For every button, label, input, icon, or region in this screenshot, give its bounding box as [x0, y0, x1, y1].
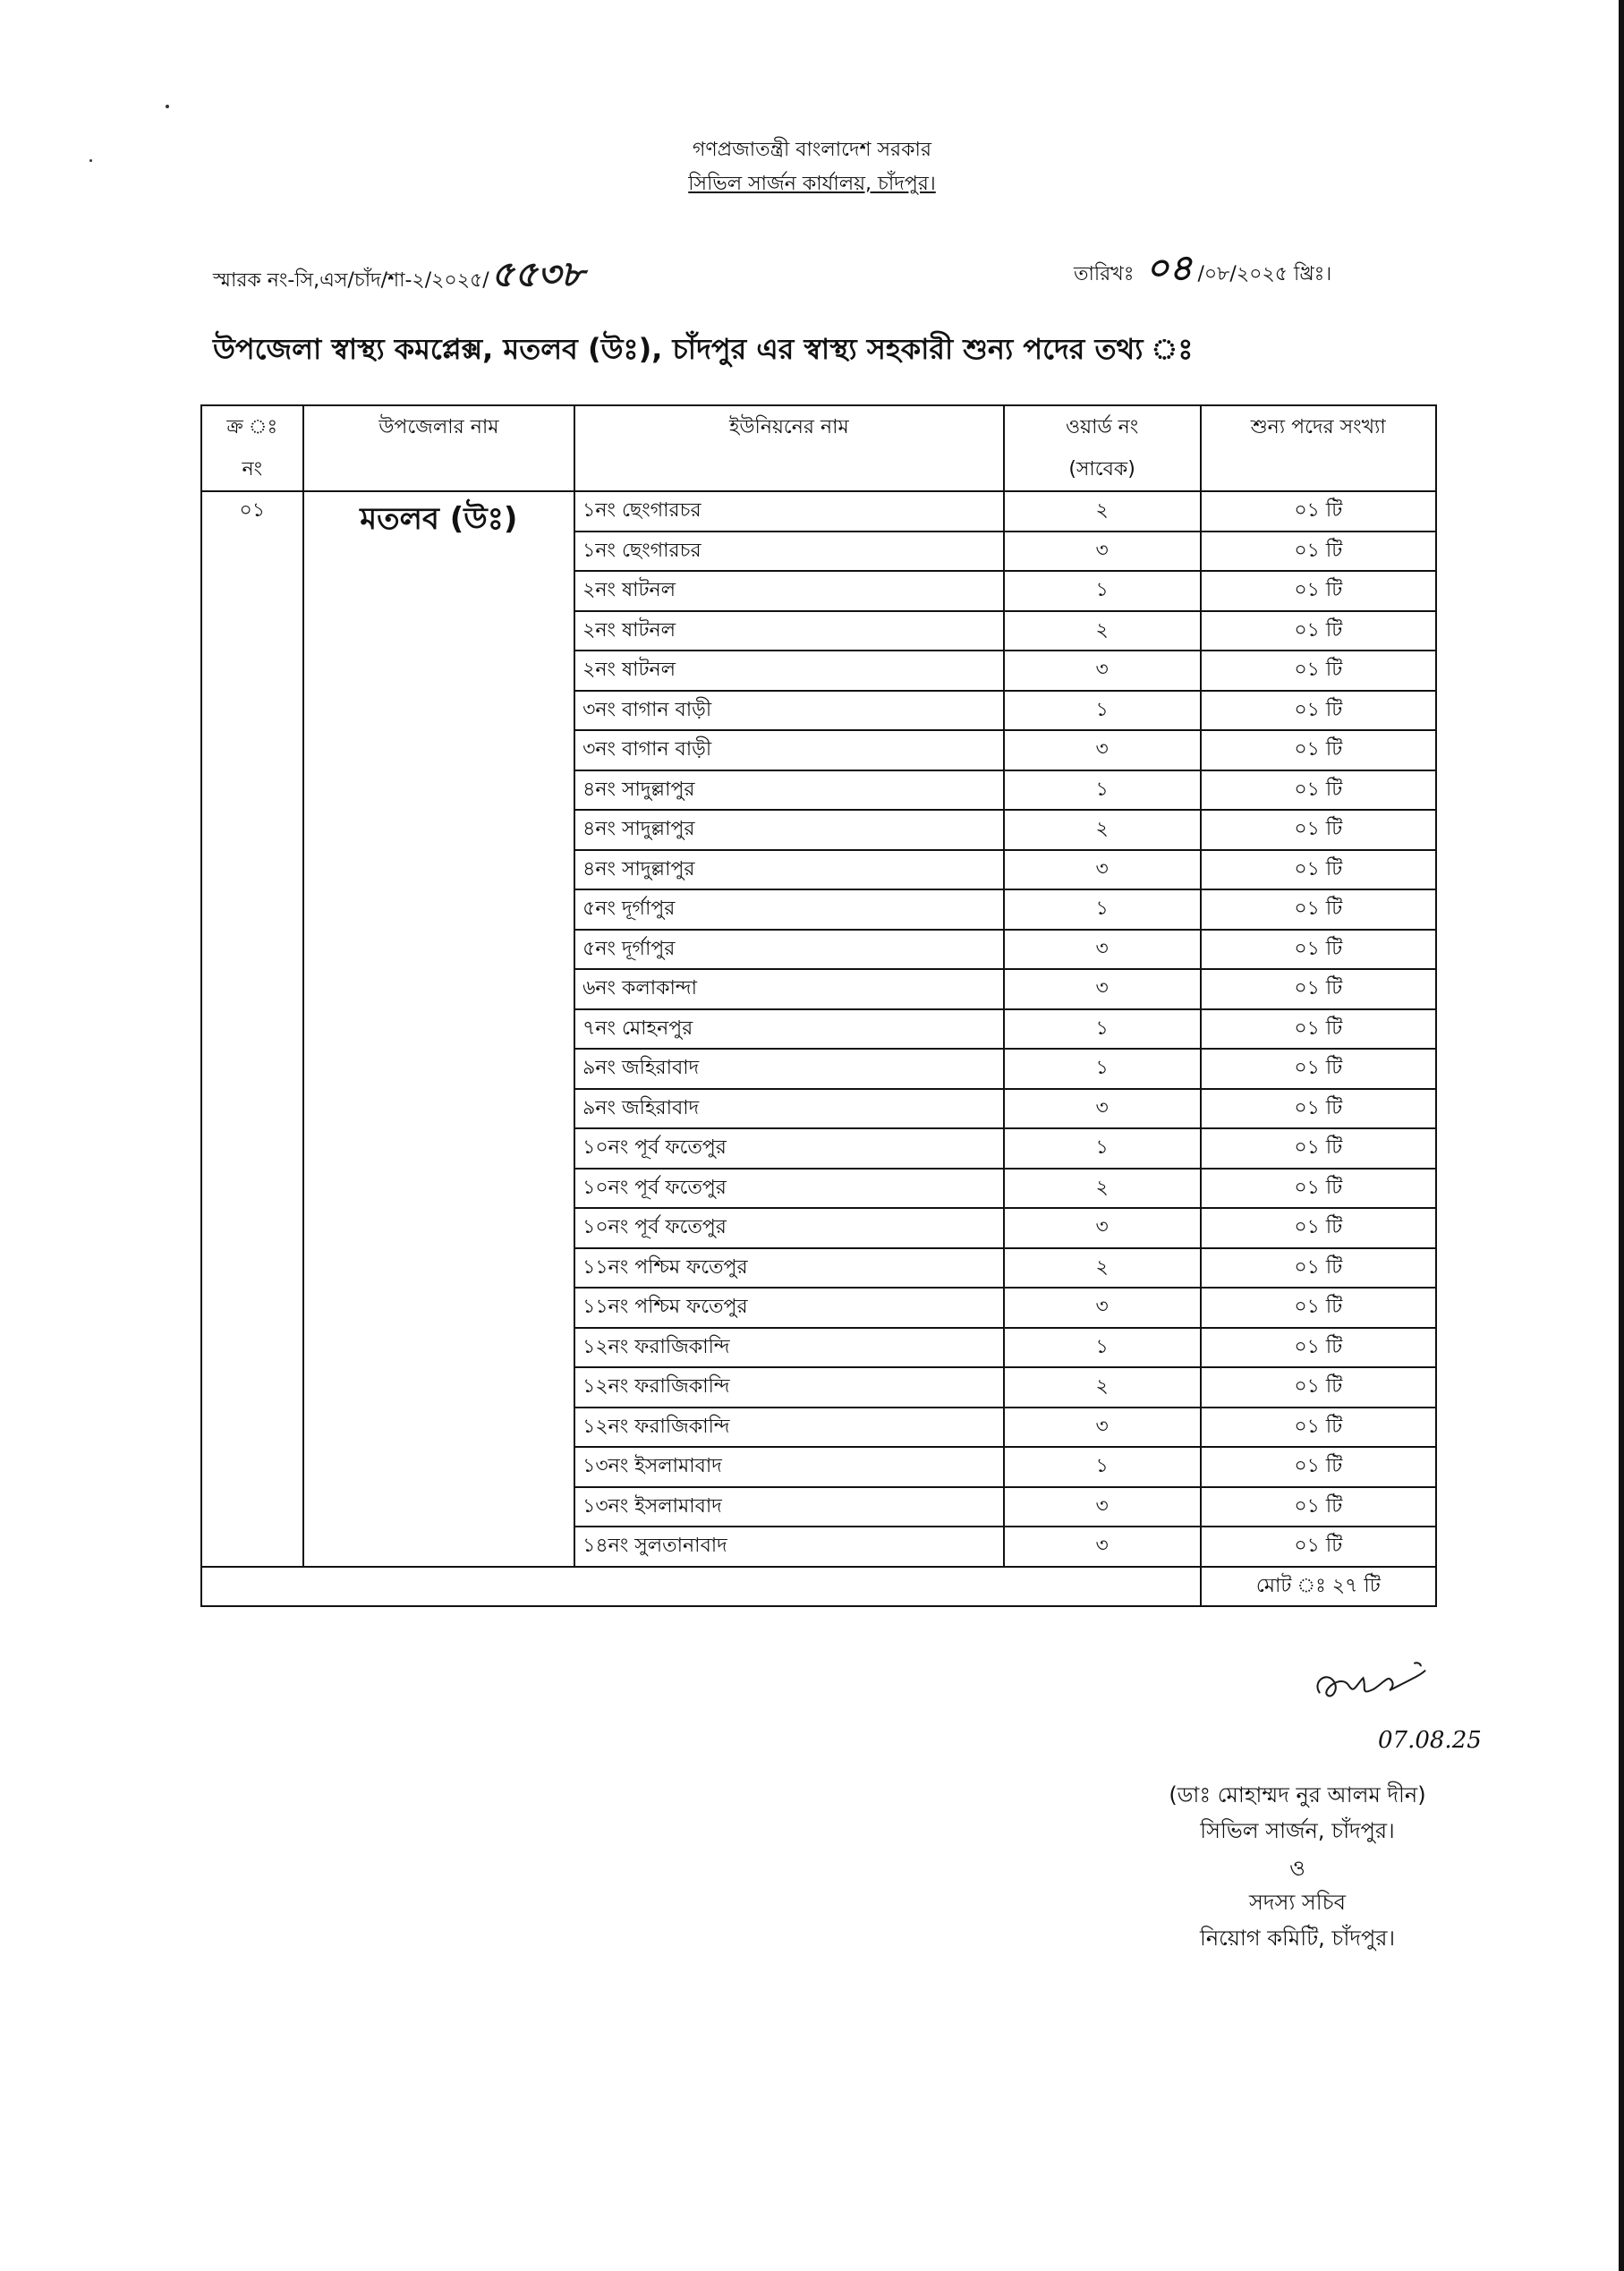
ward-cell: ৩ — [1004, 1408, 1201, 1448]
vacancy-count-cell: ০১ টি — [1201, 1128, 1436, 1169]
union-cell: ৯নং জহিরাবাদ — [574, 1089, 1004, 1129]
signatory-designation: সিভিল সার্জন, চাঁদপুর। — [1200, 1818, 1395, 1843]
vacancy-count-cell: ০১ টি — [1201, 810, 1436, 850]
vacancy-count-cell: ০১ টি — [1201, 1328, 1436, 1368]
vacancy-count-cell: ০১ টি — [1201, 730, 1436, 770]
ward-cell: ১ — [1004, 1009, 1201, 1050]
header-ward-line1: ওয়ার্ড নং — [1065, 416, 1139, 438]
header-serial-line2: নং — [242, 458, 263, 481]
union-cell: ১৩নং ইসলামাবাদ — [574, 1447, 1004, 1487]
vacancy-count-cell: ০১ টি — [1201, 611, 1436, 651]
union-cell: ৩নং বাগান বাড়ী — [574, 691, 1004, 731]
header-serial-line1: ক্র ঃ — [226, 416, 278, 438]
ward-cell: ১ — [1004, 770, 1201, 811]
union-cell: ২নং ষাটনল — [574, 611, 1004, 651]
vacancy-count-cell: ০১ টি — [1201, 1009, 1436, 1050]
total-row — [201, 1567, 1436, 1607]
union-cell: ১নং ছেংগারচর — [574, 532, 1004, 572]
vacancy-count-cell: ০১ টি — [1201, 532, 1436, 572]
union-cell: ১৩নং ইসলামাবাদ — [574, 1487, 1004, 1527]
vacancy-count-cell: ০১ টি — [1201, 1447, 1436, 1487]
union-cell: ৯নং জহিরাবাদ — [574, 1049, 1004, 1089]
union-cell: ১১নং পশ্চিম ফতেপুর — [574, 1248, 1004, 1289]
union-cell: ৪নং সাদুল্লাপুর — [574, 850, 1004, 890]
vacancy-count-cell: ০১ টি — [1201, 1089, 1436, 1129]
ward-cell: ৩ — [1004, 1089, 1201, 1129]
signatory-committee: নিয়োগ কমিটি, চাঁদপুর। — [1199, 1926, 1396, 1951]
vacancy-count-cell: ০১ টি — [1201, 491, 1436, 532]
union-cell: ৬নং কলাকান্দা — [574, 969, 1004, 1009]
ward-cell: ২ — [1004, 611, 1201, 651]
ward-cell: ১ — [1004, 1328, 1201, 1368]
header-vacancy-count: শুন্য পদের সংখ্যা — [1201, 405, 1436, 491]
ward-cell: ২ — [1004, 1367, 1201, 1408]
header-upazila: উপজেলার নাম — [303, 405, 574, 491]
header-ward — [1004, 405, 1201, 491]
header-union: ইউনিয়নের নাম — [574, 405, 1004, 491]
ward-cell: ৩ — [1004, 969, 1201, 1009]
table-header-row — [201, 405, 1436, 491]
upazila-name: মতলব (উঃ) — [360, 501, 518, 537]
vacancy-count-cell: ০১ টি — [1201, 1169, 1436, 1209]
union-cell: ৪নং সাদুল্লাপুর — [574, 810, 1004, 850]
header-office: সিভিল সার্জন কার্যালয়, চাঁদপুর। — [688, 173, 936, 195]
header-serial — [201, 405, 303, 491]
union-cell: ১১নং পশ্চিম ফতেপুর — [574, 1288, 1004, 1328]
vacancy-count-cell: ০১ টি — [1201, 930, 1436, 970]
union-cell: ৩নং বাগান বাড়ী — [574, 730, 1004, 770]
signature-conjunction: ও — [1289, 1856, 1305, 1881]
memo-prefix: স্মারক নং-সি,এস/চাঁদ/শা-২/২০২৫/ — [213, 269, 489, 292]
vacancy-count-cell: ০১ টি — [1201, 889, 1436, 930]
document-date — [1074, 240, 1331, 300]
union-cell: ১০নং পূর্ব ফতেপুর — [574, 1208, 1004, 1248]
vacancy-table — [200, 404, 1437, 1607]
vacancy-count-cell: ০১ টি — [1201, 969, 1436, 1009]
header-government: গণপ্রজাতন্ত্রী বাংলাদেশ সরকার — [692, 139, 932, 161]
ward-cell: ৩ — [1004, 850, 1201, 890]
signature-tick — [1414, 1663, 1420, 1666]
ward-cell: ৩ — [1004, 1288, 1201, 1328]
signatory-role: সদস্য সচিব — [1249, 1890, 1346, 1915]
ward-cell: ১ — [1004, 1128, 1201, 1169]
upazila-cell — [303, 491, 574, 1567]
union-cell: ১২নং ফরাজিকান্দি — [574, 1408, 1004, 1448]
memo-number — [213, 246, 584, 306]
ward-cell: ৩ — [1004, 1208, 1201, 1248]
ward-cell: ৩ — [1004, 1487, 1201, 1527]
total-blank-cell — [201, 1567, 1201, 1607]
union-cell: ১০নং পূর্ব ফতেপুর — [574, 1128, 1004, 1169]
signature-stroke — [1317, 1671, 1424, 1696]
vacancy-count-cell: ০১ টি — [1201, 1248, 1436, 1289]
ward-cell: ১ — [1004, 1447, 1201, 1487]
ward-cell: ৩ — [1004, 730, 1201, 770]
document-subject: উপজেলা স্বাস্থ্য কমপ্লেক্স, মতলব (উঃ), চাঁদপুর এর স্বাস্থ্য সহকারী শুন্য পদের তথ্য ঃ — [213, 332, 1194, 366]
serial-cell: ০১ — [201, 491, 303, 1567]
ward-cell: ১ — [1004, 691, 1201, 731]
union-cell: ১নং ছেংগারচর — [574, 491, 1004, 532]
ward-cell: ২ — [1004, 1169, 1201, 1209]
scan-edge — [1619, 0, 1624, 2271]
vacancy-count-cell: ০১ টি — [1201, 571, 1436, 611]
union-cell: ৪নং সাদুল্লাপুর — [574, 770, 1004, 811]
date-rest: /০৮/২০২৫ খ্রিঃ। — [1197, 263, 1332, 285]
union-cell: ৫নং দূর্গাপুর — [574, 889, 1004, 930]
vacancy-count-cell: ০১ টি — [1201, 770, 1436, 811]
ward-cell: ৩ — [1004, 1527, 1201, 1567]
union-cell: ১৪নং সুলতানাবাদ — [574, 1527, 1004, 1567]
ward-cell: ২ — [1004, 1248, 1201, 1289]
vacancy-count-cell: ০১ টি — [1201, 850, 1436, 890]
vacancy-count-cell: ০১ টি — [1201, 651, 1436, 691]
table-body — [201, 491, 1436, 1606]
vacancy-count-cell: ০১ টি — [1201, 1527, 1436, 1567]
scan-speck — [166, 105, 169, 108]
signatory-name: (ডাঃ মোহাম্মদ নুর আলম দীন) — [1169, 1782, 1426, 1807]
union-cell: ২নং ষাটনল — [574, 651, 1004, 691]
ward-cell: ৩ — [1004, 930, 1201, 970]
signature-block — [1110, 1727, 1521, 1960]
vacancy-count-cell: ০১ টি — [1201, 1487, 1436, 1527]
union-cell: ২নং ষাটনল — [574, 571, 1004, 611]
ward-cell: ১ — [1004, 1049, 1201, 1089]
ward-cell: ২ — [1004, 491, 1201, 532]
ward-cell: ২ — [1004, 810, 1201, 850]
ward-cell: ৩ — [1004, 651, 1201, 691]
date-label: তারিখঃ — [1074, 263, 1135, 285]
union-cell: ৫নং দূর্গাপুর — [574, 930, 1004, 970]
ward-cell: ৩ — [1004, 532, 1201, 572]
table-row — [201, 491, 1436, 532]
signature-date: 07.08.25 — [1378, 1727, 1482, 1754]
memo-handwritten-number: ৫৫৩৮ — [490, 253, 584, 295]
vacancy-count-cell: ০১ টি — [1201, 1288, 1436, 1328]
date-handwritten-day: ০৪ — [1145, 247, 1193, 289]
union-cell: ১২নং ফরাজিকান্দি — [574, 1367, 1004, 1408]
ward-cell: ১ — [1004, 571, 1201, 611]
union-cell: ১০নং পূর্ব ফতেপুর — [574, 1169, 1004, 1209]
vacancy-count-cell: ০১ টি — [1201, 1049, 1436, 1089]
vacancy-count-cell: ০১ টি — [1201, 691, 1436, 731]
header-ward-line2: (সাবেক) — [1068, 458, 1135, 481]
vacancy-count-cell: ০১ টি — [1201, 1208, 1436, 1248]
vacancy-count-cell: ০১ টি — [1201, 1408, 1436, 1448]
union-cell: ৭নং মোহনপুর — [574, 1009, 1004, 1050]
ward-cell: ১ — [1004, 889, 1201, 930]
total-vacancy-cell: মোট ঃ ২৭ টি — [1201, 1567, 1436, 1607]
union-cell: ১২নং ফরাজিকান্দি — [574, 1328, 1004, 1368]
vacancy-count-cell: ০১ টি — [1201, 1367, 1436, 1408]
